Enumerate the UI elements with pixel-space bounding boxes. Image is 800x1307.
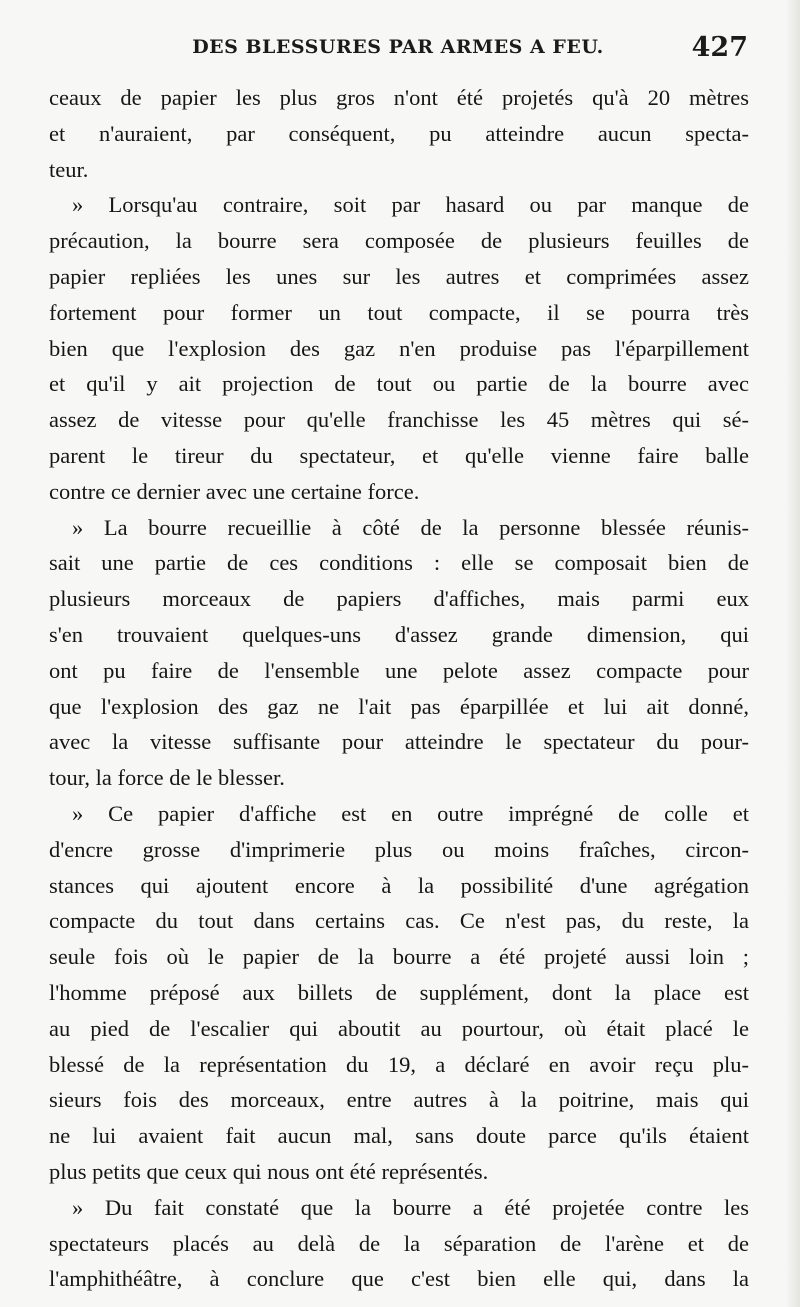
scan-edge-shading	[786, 0, 800, 1307]
text-line: stances qui ajoutent encore à la possibilité d'une agrégation	[49, 872, 749, 898]
paragraph-first-line: » Ce papier d'affiche est en outre imprégné de colle et	[72, 800, 749, 826]
text-line: papier repliées les unes sur les autres et comprimées assez	[49, 263, 749, 289]
text-line: seule fois où le papier de la bourre a été projeté aussi loin ;	[49, 944, 749, 970]
paragraph-first-line: » Lorsqu'au contraire, soit par hasard ou par manque de	[72, 192, 749, 218]
text-line: et qu'il y ait projection de tout ou partie de la bourre avec	[49, 371, 749, 397]
text-line: parent le tireur du spectateur, et qu'elle vienne faire balle	[49, 442, 749, 468]
text-line: bien que l'explosion des gaz n'en produise pas l'éparpillement	[49, 335, 749, 361]
body-text	[49, 80, 749, 1297]
paragraph-first-line: » Du fait constaté que la bourre a été projetée contre les	[72, 1194, 749, 1220]
running-header	[48, 32, 748, 66]
paragraph-first-line: » La bourre recueillie à côté de la personne blessée réunis-	[72, 514, 749, 540]
text-line: plus petits que ceux qui nous ont été représentés.	[49, 1158, 489, 1184]
text-line: que l'explosion des gaz ne l'ait pas éparpillée et lui ait donné,	[49, 693, 749, 719]
text-line: plusieurs morceaux de papiers d'affiches, mais parmi eux	[49, 586, 749, 612]
text-line: ne lui avaient fait aucun mal, sans doute parce qu'ils étaient	[49, 1123, 749, 1149]
text-line: tour, la force de le blesser.	[49, 765, 285, 791]
text-line: blessé de la représentation du 19, a déclaré en avoir reçu plu-	[49, 1051, 749, 1077]
text-line: sait une partie de ces conditions : elle se composait bien de	[49, 550, 749, 576]
text-line: avec la vitesse suffisante pour atteindre le spectateur du pour-	[49, 729, 749, 755]
text-line: l'homme préposé aux billets de supplément, dont la place est	[49, 979, 749, 1005]
text-line: contre ce dernier avec une certaine force.	[49, 478, 420, 504]
text-line: ont pu faire de l'ensemble une pelote assez compacte pour	[49, 657, 749, 683]
running-title: DES BLESSURES PAR ARMES A FEU.	[192, 36, 604, 58]
text-line: précaution, la bourre sera composée de plusieurs feuilles de	[49, 228, 749, 254]
text-line: ceaux de papier les plus gros n'ont été projetés qu'à 20 mètres	[49, 85, 749, 110]
text-line: sieurs fois des morceaux, entre autres à la poitrine, mais qui	[49, 1087, 749, 1113]
text-line: et n'auraient, par conséquent, pu atteindre aucun specta-	[49, 120, 749, 146]
text-line: s'en trouvaient quelques-uns d'assez grande dimension, qui	[49, 621, 749, 647]
page-number: 427	[691, 32, 748, 63]
text-line: l'amphithéâtre, à conclure que c'est bien elle qui, dans la	[49, 1266, 749, 1292]
text-line: compacte du tout dans certains cas. Ce n'est pas, du reste, la	[49, 908, 749, 934]
text-line: spectateurs placés au delà de la séparation de l'arène et de	[49, 1230, 749, 1256]
text-line: assez de vitesse pour qu'elle franchisse les 45 mètres qui sé-	[49, 407, 749, 433]
text-line: d'encre grosse d'imprimerie plus ou moins fraîches, circon-	[49, 836, 749, 862]
text-line: fortement pour former un tout compacte, il se pourra très	[49, 299, 749, 325]
text-line: au pied de l'escalier qui aboutit au pourtour, où était placé le	[49, 1015, 749, 1041]
text-line: teur.	[49, 156, 89, 182]
